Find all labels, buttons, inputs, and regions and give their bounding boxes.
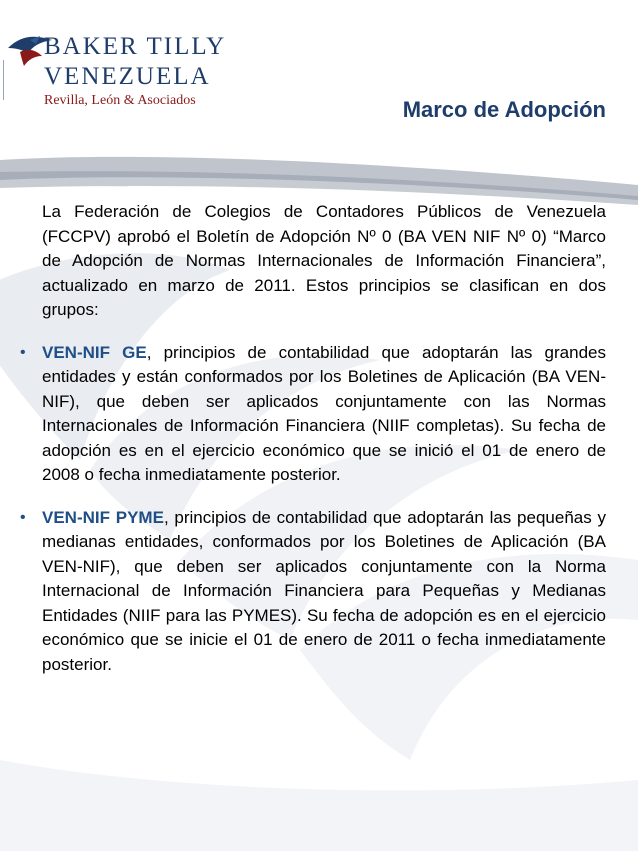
logo-text-baker-tilly: BAKER TILLY bbox=[44, 33, 227, 60]
bullet-item-ven-nif-ge bbox=[20, 341, 606, 488]
bullet-text: , principios de contabilidad que adoptarán las pequeñas y medianas entidades, conformados por los Boletines de Aplicación (BA VEN-NIF), que deben ser aplicados conjuntamente con la Norma Internacional de Información Financiera para Pequeñas y Medianas Entidades (NIIF para las PYMES). Su fecha de adopción es en el ejercicio económico que se inicie el 01 de enero de 2011 o fecha inmediatamente posterior. bbox=[42, 507, 606, 674]
bullet-keyword: VEN-NIF GE bbox=[42, 342, 147, 362]
intro-paragraph: La Federación de Colegios de Contadores Públicos de Venezuela (FCCPV) aprobó el Boletín de Adopción Nº 0 (BA VEN NIF Nº 0) “Marco de Adopción de Normas Internacionales de Información Financiera”, actualizado en marzo de 2011. Estos principios se clasifican en dos grupos: bbox=[42, 202, 606, 319]
bullet-icon: • bbox=[20, 343, 26, 361]
header-band bbox=[0, 0, 638, 182]
bullet-item-ven-nif-pyme bbox=[20, 506, 606, 678]
page-title: Marco de Adopción bbox=[402, 97, 606, 122]
bullet-keyword: VEN-NIF PYME bbox=[42, 507, 164, 527]
bullet-text: , principios de contabilidad que adoptarán las grandes entidades y están conformados por los Boletines de Aplicación (BA VEN-NIF), que deben ser aplicados conjuntamente con las Normas Internacionales de Información Financiera (NIIF completas). Su fecha de adopción es en el ejercicio económico que se inició el 01 de enero de 2008 o fecha inmediatamente posterior. bbox=[42, 342, 606, 484]
bullet-icon: • bbox=[20, 508, 26, 526]
body-content bbox=[20, 200, 606, 677]
logo-text-associates: Revilla, León & Asociados bbox=[44, 93, 196, 108]
logo-text-venezuela: VENEZUELA bbox=[44, 63, 211, 90]
